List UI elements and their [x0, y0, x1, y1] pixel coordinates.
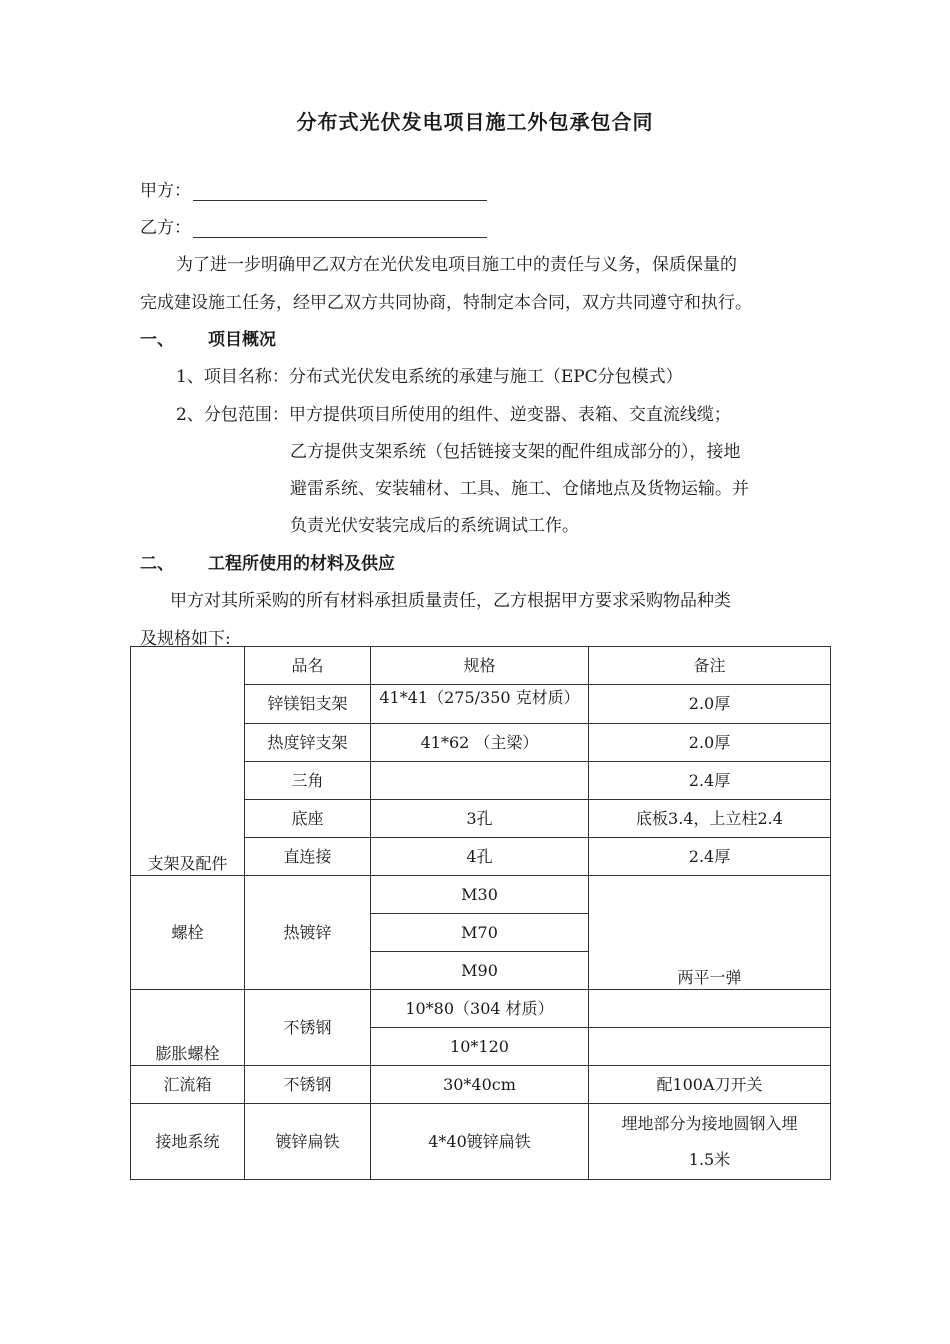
header-name: 品名 [245, 647, 371, 685]
group-cell: 汇流箱 [131, 1066, 245, 1104]
item-2-line-3: 避雷系统、安装辅材、工具、施工、仓储地点及货物运输。并 [290, 479, 749, 499]
table-row [131, 1066, 831, 1104]
item-2-line-2: 乙方提供支架系统（包括链接支架的配件组成部分的），接地 [290, 442, 741, 462]
cell-spec: 3孔 [371, 800, 589, 838]
cell-name: 三角 [245, 762, 371, 800]
section-1-title: 项目概况 [208, 330, 276, 350]
cell-spec [371, 685, 589, 724]
materials-table [130, 646, 831, 1180]
table-row [131, 1104, 831, 1180]
group-cell: 支架及配件 [131, 647, 245, 876]
cell-spec: 30*40cm [371, 1066, 589, 1104]
cell-remark: 2.4厚 [589, 838, 831, 876]
group-cell: 膨胀螺栓 [131, 990, 245, 1066]
party-b-line [140, 213, 487, 238]
cell-name: 镀锌扁铁 [245, 1104, 371, 1180]
cell-remark: 2.0厚 [589, 685, 831, 724]
party-b-label: 乙方： [140, 218, 191, 238]
party-a-line [140, 176, 487, 201]
section-2-number: 二、 [140, 554, 174, 574]
cell-remark [589, 1028, 831, 1066]
cell-name: 不锈钢 [245, 1066, 371, 1104]
cell-spec: M70 [371, 914, 589, 952]
cell-remark-line-1: 埋地部分为接地圆钢入埋 [621, 1113, 798, 1133]
cell-remark-line-2: 1.5米 [688, 1149, 731, 1169]
cell-remark [589, 990, 831, 1028]
cell-remark: 配100A刀开关 [589, 1066, 831, 1104]
intro-line-2: 完成建设施工任务，经甲乙双方共同协商，特制定本合同，双方共同遵守和执行。 [140, 293, 752, 313]
table-row [131, 876, 831, 914]
group-cell: 螺栓 [131, 876, 245, 990]
cell-spec [371, 762, 589, 800]
item-1: 1、项目名称：分布式光伏发电系统的承建与施工（EPC分包模式） [176, 367, 683, 387]
table-row [131, 647, 831, 685]
cell-spec: M30 [371, 876, 589, 914]
section-2-line-2: 及规格如下: [140, 629, 231, 649]
cell-name: 底座 [245, 800, 371, 838]
cell-spec: 10*80（304 材质） [371, 990, 589, 1028]
intro-line-1: 为了进一步明确甲乙双方在光伏发电项目施工中的责任与义务，保质保量的 [176, 255, 737, 275]
header-spec: 规格 [371, 647, 589, 685]
cell-remark: 2.4厚 [589, 762, 831, 800]
cell-name: 锌镁铝支架 [245, 685, 371, 724]
cell-spec: M90 [371, 952, 589, 990]
cell-remark: 底板3.4，上立柱2.4 [589, 800, 831, 838]
page-title: 分布式光伏发电项目施工外包承包合同 [296, 110, 654, 134]
cell-name: 热度锌支架 [245, 724, 371, 762]
party-a-label: 甲方： [140, 181, 191, 201]
section-1-number: 一、 [140, 330, 174, 350]
section-2-title: 工程所使用的材料及供应 [208, 554, 395, 574]
cell-remark: 2.0厚 [589, 724, 831, 762]
cell-remark [589, 1104, 831, 1180]
cell-name: 直连接 [245, 838, 371, 876]
section-2-line-1: 甲方对其所采购的所有材料承担质量责任，乙方根据甲方要求采购物品种类 [170, 591, 731, 611]
cell-name: 不锈钢 [245, 990, 371, 1066]
header-remark: 备注 [589, 647, 831, 685]
table-row [131, 990, 831, 1028]
cell-spec: 41*62 （主梁） [371, 724, 589, 762]
item-2-line-1: 2、分包范围：甲方提供项目所使用的组件、逆变器、表箱、交直流线缆； [176, 405, 731, 425]
cell-spec: 4*40镀锌扁铁 [371, 1104, 589, 1180]
cell-spec: 4孔 [371, 838, 589, 876]
party-b-blank [193, 219, 487, 238]
party-a-blank [193, 182, 487, 201]
group-cell: 接地系统 [131, 1104, 245, 1180]
item-2-line-4: 负责光伏安装完成后的系统调试工作。 [290, 516, 579, 536]
cell-name: 热镀锌 [245, 876, 371, 990]
cell-spec-text: 41*41（275/350 克材质） [379, 689, 580, 707]
cell-remark: 两平一弹 [589, 876, 831, 990]
cell-spec: 10*120 [371, 1028, 589, 1066]
